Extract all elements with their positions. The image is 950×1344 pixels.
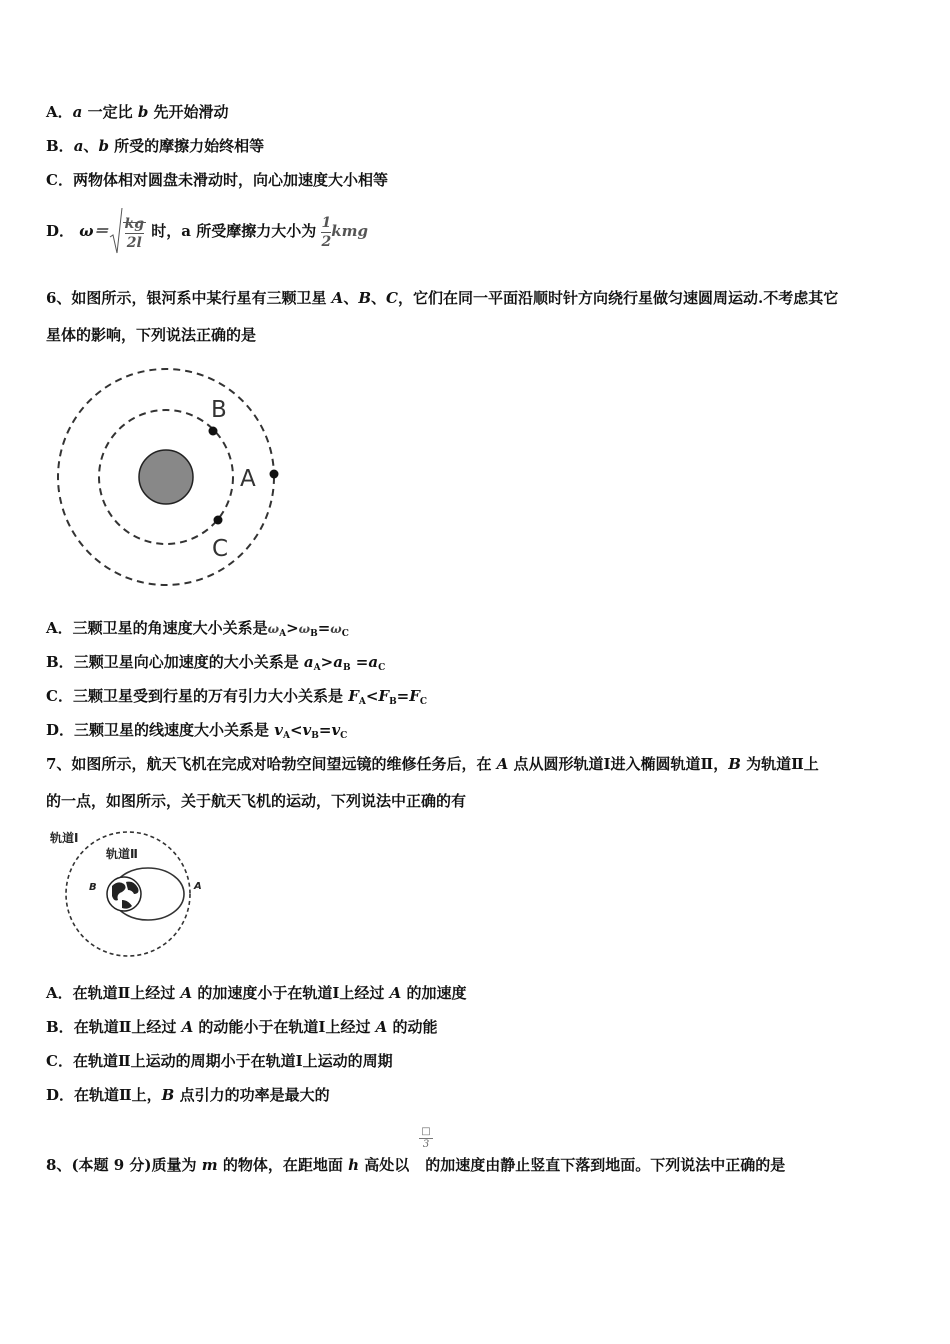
q6-stem-line1: 6、如图所示，银河系中某行星有三颗卫星 A、B、C，它们在同一平面沿顺时针方向绕行星做匀速圆周运动.不考虑其它 (46, 289, 839, 307)
orbit-2-label: 轨道Ⅱ (106, 847, 138, 861)
label-c: C (212, 536, 229, 562)
q7-option-b: B．在轨道Ⅱ上经过 A 的动能小于在轨道Ⅰ上经过 A 的动能 (46, 1018, 438, 1036)
q8-stem: 8、(本题 9 分)质量为 m 的物体，在距地面 h 高处以 的加速度由静止竖直下落到地面。下列说法中正确的是 (46, 1156, 786, 1174)
radical-sign-icon (109, 207, 123, 255)
q5-option-d: D． ω＝ $\frac{kg}{2l}$ 时，a 所受摩擦力大小为 $\frac{1}{2}$ kmg (46, 206, 368, 256)
q6-option-b: B．三颗卫星向心加速度的大小关系是 $a_A>a_B =a_C$ (46, 653, 386, 673)
planet (139, 450, 193, 504)
q5-option-c: C．两物体相对圆盘未滑动时，向心加速度大小相等 (46, 171, 388, 189)
q8-fraction: □ 3 (419, 1126, 433, 1151)
q6-option-c: C．三颗卫星受到行星的万有引力大小关系是 $F_A<F_B=F_C$ (46, 687, 428, 707)
q7-orbit-figure (46, 826, 216, 961)
q5-option-a: A．a 一定比 b 先开始滑动 (46, 103, 229, 121)
satellite-c (214, 516, 223, 525)
point-a-label: A (194, 881, 202, 892)
label-a: A (240, 466, 256, 492)
satellite-a (270, 470, 279, 479)
sqrt-expression: $\frac{kg}{2l}$ (109, 207, 147, 257)
point-b-label: B (89, 882, 97, 893)
q6-orbit-figure (50, 360, 290, 595)
label-b: B (211, 397, 227, 423)
satellite-b (209, 427, 218, 436)
q7-stem-line2: 的一点，如图所示，关于航天飞机的运动，下列说法中正确的有 (46, 792, 467, 810)
q7-option-c: C．在轨道Ⅱ上运动的周期小于在轨道Ⅰ上运动的周期 (46, 1052, 393, 1070)
q7-stem-line1: 7、如图所示，航天飞机在完成对哈勃空间望远镜的维修任务后，在 A 点从圆形轨道Ⅰ进入椭圆轨道Ⅱ，B 为轨道Ⅱ上 (46, 755, 819, 773)
q7-option-a: A．在轨道Ⅱ上经过 A 的加速度小于在轨道Ⅰ上经过 A 的加速度 (46, 984, 467, 1002)
orbit-1-label: 轨道Ⅰ (50, 831, 79, 845)
q5-option-b: B．a、b 所受的摩擦力始终相等 (46, 137, 265, 155)
half-fraction: $\frac{1}{2}$ (321, 214, 332, 250)
q6-option-a: A．三颗卫星的角速度大小关系是$\omega_A>\omega_B=\omega_C$ (46, 619, 349, 639)
q7-option-d: D．在轨道Ⅱ上，B 点引力的功率是最大的 (46, 1086, 330, 1104)
q6-option-d: D．三颗卫星的线速度大小关系是 $v_A<v_B=v_C$ (46, 721, 348, 741)
q6-stem-line2: 星体的影响，下列说法正确的是 (46, 326, 257, 344)
